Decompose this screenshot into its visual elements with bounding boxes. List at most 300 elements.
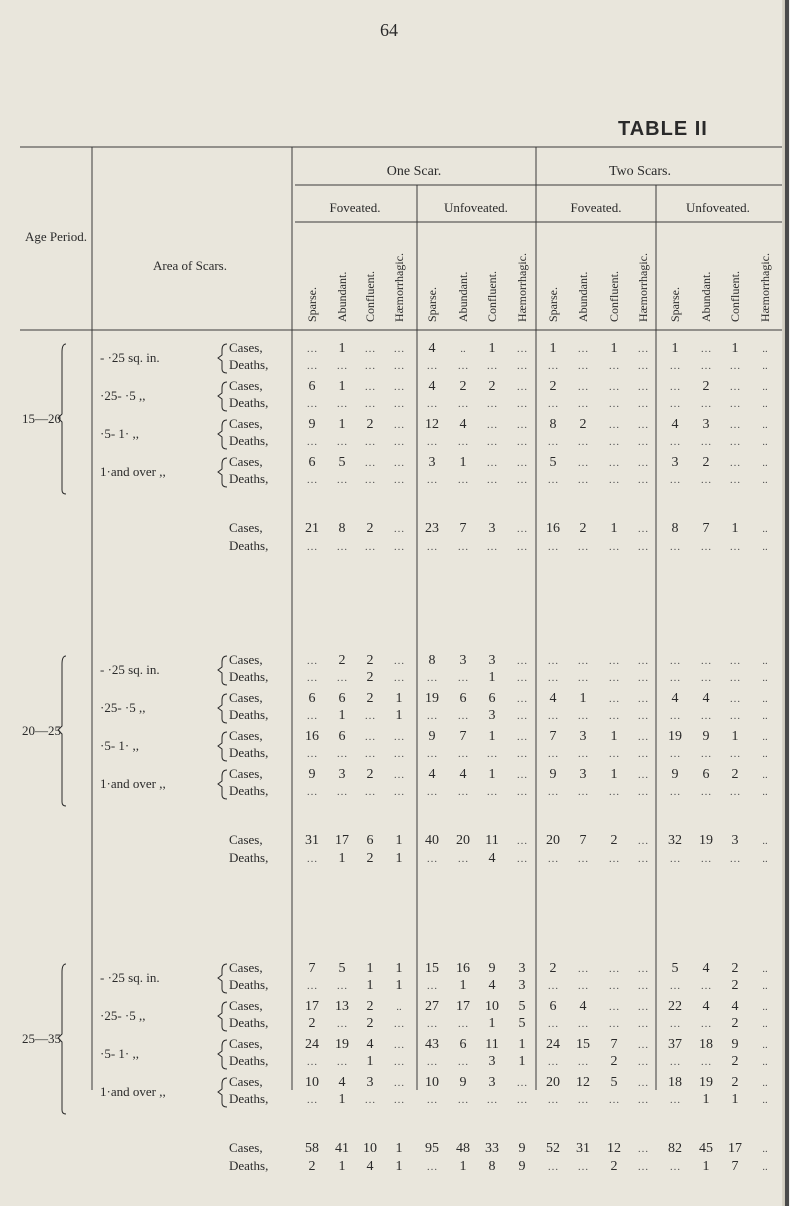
total-cases-cell: 7	[702, 521, 710, 536]
cases-cell: …	[729, 655, 741, 667]
deaths-cell: …	[393, 474, 405, 486]
total-cases-cell: 6	[366, 833, 374, 848]
cases-cell: 43	[425, 1037, 439, 1052]
total-cases-cell: 2	[579, 521, 587, 536]
cases-label: Cases,	[229, 690, 263, 705]
cases-cell: 2	[731, 1075, 739, 1090]
total-deaths-cell: …	[393, 541, 405, 553]
cases-cell: …	[608, 963, 620, 975]
deaths-cell: 3	[518, 978, 526, 993]
cases-cell: 24	[546, 1037, 560, 1052]
total-deaths-label: Deaths,	[229, 850, 269, 865]
cases-cell: …	[516, 457, 528, 469]
cases-cell: ..	[762, 343, 768, 355]
cases-cell: ..	[762, 731, 768, 743]
cases-cell: …	[729, 419, 741, 431]
header-two-scars: Two Scars.	[608, 164, 672, 179]
deaths-cell: …	[364, 748, 376, 760]
total-deaths-cell: …	[426, 1161, 438, 1173]
row-brace	[218, 458, 227, 487]
cases-cell: 1	[338, 417, 346, 432]
cases-cell: 5	[338, 961, 346, 976]
table-title: TABLE II	[618, 118, 708, 140]
deaths-cell: …	[457, 1018, 469, 1030]
column-header-abundant: Abundant.	[456, 271, 470, 322]
deaths-cell: …	[393, 1094, 405, 1106]
cases-cell: 4	[338, 1075, 346, 1090]
total-deaths-cell: 1	[338, 1159, 346, 1174]
total-deaths-cell: 2	[308, 1159, 316, 1174]
deaths-cell: …	[336, 1018, 348, 1030]
cases-cell: 1	[731, 341, 739, 356]
deaths-cell: …	[426, 360, 438, 372]
cases-cell: 3	[428, 455, 436, 470]
deaths-cell: …	[457, 748, 469, 760]
deaths-cell: …	[516, 710, 528, 722]
cases-cell: ..	[762, 1039, 768, 1051]
cases-cell: ..	[460, 343, 466, 355]
total-cases-cell: 82	[668, 1141, 682, 1156]
total-deaths-cell: 7	[731, 1159, 739, 1174]
deaths-cell: …	[486, 436, 498, 448]
total-deaths-cell: …	[669, 541, 681, 553]
deaths-cell: …	[393, 436, 405, 448]
deaths-label: Deaths,	[229, 433, 269, 448]
deaths-cell: …	[364, 710, 376, 722]
cases-cell: 17	[456, 999, 470, 1014]
cases-cell: …	[393, 1039, 405, 1051]
deaths-cell: …	[457, 1094, 469, 1106]
cases-cell: 13	[335, 999, 349, 1014]
cases-cell: 6	[338, 691, 346, 706]
cases-cell: 5	[610, 1075, 618, 1090]
cases-cell: …	[729, 381, 741, 393]
total-cases-cell: 8	[671, 521, 679, 536]
total-deaths-cell: …	[608, 853, 620, 865]
header-age-period: Age Period.	[24, 229, 88, 244]
cases-cell: 18	[699, 1037, 713, 1052]
cases-cell: 3	[518, 961, 526, 976]
total-cases-cell: 3	[488, 521, 496, 536]
deaths-cell: …	[729, 786, 741, 798]
deaths-cell: …	[547, 980, 559, 992]
cases-cell: 1	[338, 341, 346, 356]
total-cases-cell: 48	[456, 1141, 470, 1156]
deaths-cell: 1	[488, 670, 496, 685]
total-deaths-cell: …	[669, 1161, 681, 1173]
deaths-cell: …	[637, 360, 649, 372]
deaths-cell: …	[393, 1056, 405, 1068]
total-deaths-cell: ..	[762, 853, 768, 865]
deaths-cell: …	[516, 436, 528, 448]
age-bracket	[58, 964, 66, 1114]
cases-cell: …	[393, 731, 405, 743]
cases-cell: 1	[610, 341, 618, 356]
deaths-cell: …	[336, 672, 348, 684]
cases-cell: ..	[762, 381, 768, 393]
cases-cell: 4	[428, 767, 436, 782]
total-cases-cell: 31	[576, 1141, 590, 1156]
cases-cell: 11	[485, 1037, 499, 1052]
deaths-cell: …	[336, 786, 348, 798]
deaths-cell: 1	[488, 1016, 496, 1031]
deaths-cell: …	[547, 360, 559, 372]
deaths-cell: …	[426, 980, 438, 992]
deaths-cell: …	[306, 436, 318, 448]
total-deaths-cell: …	[669, 853, 681, 865]
deaths-cell: …	[457, 1056, 469, 1068]
binding-shadow	[785, 0, 789, 1206]
deaths-cell: …	[457, 360, 469, 372]
total-deaths-cell: …	[306, 541, 318, 553]
deaths-cell: …	[669, 786, 681, 798]
cases-cell: 6	[308, 379, 316, 394]
deaths-cell: …	[306, 1056, 318, 1068]
area-label: ·25- ·5 ,,	[100, 700, 146, 715]
area-label: ·5- 1· ,,	[100, 1046, 139, 1061]
cases-cell: …	[577, 655, 589, 667]
total-deaths-cell: ..	[762, 1161, 768, 1173]
deaths-cell: …	[393, 360, 405, 372]
deaths-cell: …	[637, 980, 649, 992]
cases-cell: 19	[425, 691, 439, 706]
total-cases-cell: 31	[305, 833, 319, 848]
deaths-cell: …	[306, 474, 318, 486]
deaths-cell: …	[486, 474, 498, 486]
cases-label: Cases,	[229, 1036, 263, 1051]
total-deaths-cell: …	[637, 541, 649, 553]
cases-cell: 12	[576, 1075, 590, 1090]
deaths-cell: …	[486, 1094, 498, 1106]
column-header-abundant: Abundant.	[576, 271, 590, 322]
deaths-cell: ..	[762, 398, 768, 410]
cases-cell: 1	[395, 961, 403, 976]
deaths-cell: …	[608, 980, 620, 992]
deaths-cell: …	[577, 672, 589, 684]
total-deaths-cell: 1	[702, 1159, 710, 1174]
total-deaths-cell: …	[700, 853, 712, 865]
deaths-cell: …	[457, 672, 469, 684]
cases-cell: …	[608, 1001, 620, 1013]
cases-label: Cases,	[229, 998, 263, 1013]
deaths-cell: …	[306, 748, 318, 760]
deaths-cell: …	[637, 1094, 649, 1106]
cases-cell: 19	[335, 1037, 349, 1052]
cases-cell: 7	[610, 1037, 618, 1052]
total-deaths-cell: 8	[488, 1159, 496, 1174]
cases-cell: 2	[702, 379, 710, 394]
deaths-cell: …	[729, 398, 741, 410]
header-unfoveated-one: Unfoveated.	[444, 200, 508, 215]
total-cases-cell: 21	[305, 521, 319, 536]
total-deaths-cell: …	[336, 541, 348, 553]
deaths-cell: …	[306, 672, 318, 684]
total-deaths-cell: …	[547, 541, 559, 553]
deaths-cell: 1	[395, 708, 403, 723]
column-header-hmorrhagic: Hæmorrhagic.	[758, 253, 772, 322]
cases-cell: 6	[308, 691, 316, 706]
cases-cell: …	[577, 963, 589, 975]
deaths-cell: …	[547, 786, 559, 798]
cases-cell: ..	[762, 457, 768, 469]
total-cases-cell: 32	[668, 833, 682, 848]
cases-cell: …	[669, 381, 681, 393]
cases-cell: 4	[671, 417, 679, 432]
cases-cell: 9	[428, 729, 436, 744]
total-cases-cell: 17	[335, 833, 349, 848]
total-deaths-cell: 2	[366, 851, 374, 866]
deaths-cell: …	[729, 474, 741, 486]
total-deaths-cell: …	[306, 853, 318, 865]
total-deaths-cell: …	[577, 853, 589, 865]
cases-cell: 7	[459, 729, 467, 744]
deaths-cell: …	[306, 710, 318, 722]
header-foveated-one: Foveated.	[329, 200, 381, 215]
deaths-cell: …	[516, 474, 528, 486]
deaths-cell: …	[700, 980, 712, 992]
total-deaths-cell: …	[516, 853, 528, 865]
deaths-cell: …	[577, 786, 589, 798]
deaths-cell: 1	[702, 1092, 710, 1107]
cases-cell: 6	[459, 1037, 467, 1052]
total-cases-cell: 1	[731, 521, 739, 536]
deaths-cell: …	[577, 1018, 589, 1030]
deaths-cell: 1	[366, 978, 374, 993]
deaths-cell: …	[637, 748, 649, 760]
deaths-cell: …	[669, 1056, 681, 1068]
deaths-cell: …	[457, 474, 469, 486]
cases-cell: 1	[366, 961, 374, 976]
cases-cell: …	[516, 419, 528, 431]
deaths-cell: ..	[762, 710, 768, 722]
cases-cell: …	[669, 655, 681, 667]
deaths-cell: …	[516, 1094, 528, 1106]
cases-cell: …	[393, 419, 405, 431]
total-cases-cell: 95	[425, 1141, 439, 1156]
deaths-cell: …	[577, 398, 589, 410]
cases-cell: …	[637, 963, 649, 975]
column-header-sparse: Sparse.	[668, 287, 682, 322]
area-label: 1·and over ,,	[100, 1084, 166, 1099]
deaths-cell: …	[336, 360, 348, 372]
deaths-cell: …	[364, 1094, 376, 1106]
deaths-label: Deaths,	[229, 1091, 269, 1106]
deaths-cell: …	[608, 748, 620, 760]
cases-cell: 17	[305, 999, 319, 1014]
deaths-cell: …	[426, 1056, 438, 1068]
total-deaths-cell: 2	[610, 1159, 618, 1174]
row-brace	[218, 1002, 227, 1031]
cases-cell: 5	[518, 999, 526, 1014]
deaths-cell: …	[516, 786, 528, 798]
total-cases-cell: …	[393, 523, 405, 535]
total-deaths-cell: ..	[762, 541, 768, 553]
deaths-cell: 1	[338, 708, 346, 723]
deaths-cell: …	[700, 672, 712, 684]
cases-cell: 9	[731, 1037, 739, 1052]
age-bracket	[58, 656, 66, 806]
deaths-cell: …	[700, 1018, 712, 1030]
cases-cell: 3	[579, 729, 587, 744]
deaths-cell: …	[700, 436, 712, 448]
deaths-cell: …	[637, 710, 649, 722]
cases-cell: …	[637, 1001, 649, 1013]
deaths-cell: …	[608, 672, 620, 684]
age-period-label: 15—20	[22, 411, 61, 426]
cases-cell: 1	[395, 691, 403, 706]
total-deaths-cell: …	[637, 1161, 649, 1173]
deaths-cell: …	[669, 398, 681, 410]
deaths-cell: ..	[762, 474, 768, 486]
cases-cell: …	[700, 655, 712, 667]
cases-cell: 8	[549, 417, 557, 432]
cases-cell: 5	[671, 961, 679, 976]
deaths-cell: …	[426, 474, 438, 486]
area-label: ·25- ·5 ,,	[100, 1008, 146, 1023]
cases-cell: 1	[731, 729, 739, 744]
deaths-cell: …	[547, 672, 559, 684]
deaths-cell: …	[608, 710, 620, 722]
deaths-cell: …	[516, 748, 528, 760]
total-deaths-cell: …	[729, 853, 741, 865]
column-header-sparse: Sparse.	[305, 287, 319, 322]
total-deaths-cell: 1	[338, 851, 346, 866]
deaths-cell: …	[336, 1056, 348, 1068]
total-deaths-cell: …	[547, 1161, 559, 1173]
deaths-cell: …	[577, 474, 589, 486]
cases-cell: …	[516, 381, 528, 393]
total-deaths-cell: …	[457, 853, 469, 865]
deaths-cell: …	[336, 474, 348, 486]
cases-label: Cases,	[229, 960, 263, 975]
total-cases-label: Cases,	[229, 832, 263, 847]
deaths-label: Deaths,	[229, 1053, 269, 1068]
column-header-hmorrhagic: Hæmorrhagic.	[636, 253, 650, 322]
cases-cell: 4	[731, 999, 739, 1014]
deaths-cell: …	[306, 786, 318, 798]
total-cases-cell: 7	[579, 833, 587, 848]
cases-cell: …	[393, 381, 405, 393]
deaths-cell: …	[306, 360, 318, 372]
cases-cell: 4	[428, 379, 436, 394]
cases-cell: …	[516, 693, 528, 705]
total-cases-cell: 41	[335, 1141, 349, 1156]
deaths-cell: …	[426, 1018, 438, 1030]
deaths-cell: …	[729, 436, 741, 448]
column-header-hmorrhagic: Hæmorrhagic.	[392, 253, 406, 322]
cases-cell: 2	[366, 999, 374, 1014]
deaths-cell: …	[547, 1018, 559, 1030]
cases-cell: …	[637, 381, 649, 393]
deaths-cell: 1	[366, 1054, 374, 1069]
deaths-cell: ..	[762, 980, 768, 992]
cases-cell: 5	[338, 455, 346, 470]
cases-cell: 4	[459, 767, 467, 782]
total-cases-cell: 16	[546, 521, 560, 536]
total-cases-cell: 40	[425, 833, 439, 848]
total-cases-cell: 45	[699, 1141, 713, 1156]
cases-cell: …	[637, 693, 649, 705]
deaths-cell: …	[577, 1056, 589, 1068]
deaths-cell: …	[393, 748, 405, 760]
deaths-cell: …	[637, 1018, 649, 1030]
deaths-label: Deaths,	[229, 471, 269, 486]
area-label: 1·and over ,,	[100, 464, 166, 479]
cases-cell: …	[516, 769, 528, 781]
total-cases-cell: 10	[363, 1141, 377, 1156]
deaths-label: Deaths,	[229, 707, 269, 722]
deaths-cell: …	[393, 786, 405, 798]
cases-cell: 4	[366, 1037, 374, 1052]
deaths-label: Deaths,	[229, 357, 269, 372]
cases-cell: …	[486, 419, 498, 431]
cases-cell: 6	[338, 729, 346, 744]
deaths-cell: …	[547, 1094, 559, 1106]
cases-cell: 9	[308, 417, 316, 432]
total-cases-cell: ..	[762, 835, 768, 847]
deaths-cell: …	[700, 710, 712, 722]
cases-cell: ..	[762, 693, 768, 705]
deaths-cell: …	[700, 474, 712, 486]
deaths-cell: …	[669, 1094, 681, 1106]
cases-cell: …	[393, 655, 405, 667]
deaths-cell: …	[336, 980, 348, 992]
deaths-cell: 2	[366, 670, 374, 685]
cases-cell: …	[364, 457, 376, 469]
cases-cell: 2	[366, 417, 374, 432]
deaths-cell: …	[637, 398, 649, 410]
cases-label: Cases,	[229, 766, 263, 781]
cases-cell: …	[306, 655, 318, 667]
cases-label: Cases,	[229, 378, 263, 393]
deaths-cell: …	[364, 436, 376, 448]
deaths-cell: 2	[731, 978, 739, 993]
deaths-cell: …	[729, 748, 741, 760]
deaths-cell: …	[486, 360, 498, 372]
total-cases-cell: 20	[456, 833, 470, 848]
deaths-cell: …	[637, 786, 649, 798]
cases-cell: …	[637, 457, 649, 469]
deaths-cell: …	[669, 748, 681, 760]
deaths-cell: ..	[762, 436, 768, 448]
total-cases-cell: 33	[485, 1141, 499, 1156]
deaths-cell: …	[336, 436, 348, 448]
deaths-cell: 2	[366, 1016, 374, 1031]
row-brace	[218, 964, 227, 993]
cases-cell: 19	[668, 729, 682, 744]
total-cases-cell: …	[637, 523, 649, 535]
cases-cell: 2	[579, 417, 587, 432]
deaths-cell: 4	[488, 978, 496, 993]
deaths-cell: …	[608, 1094, 620, 1106]
cases-cell: 4	[671, 691, 679, 706]
cases-cell: 37	[668, 1037, 682, 1052]
cases-cell: …	[393, 457, 405, 469]
cases-cell: 6	[549, 999, 557, 1014]
deaths-cell: …	[577, 1094, 589, 1106]
cases-cell: 2	[549, 961, 557, 976]
cases-cell: 2	[488, 379, 496, 394]
cases-cell: 10	[485, 999, 499, 1014]
deaths-cell: …	[669, 1018, 681, 1030]
total-deaths-cell: …	[364, 541, 376, 553]
cases-cell: 4	[428, 341, 436, 356]
deaths-label: Deaths,	[229, 669, 269, 684]
deaths-cell: 1	[395, 978, 403, 993]
deaths-cell: …	[729, 360, 741, 372]
column-header-hmorrhagic: Hæmorrhagic.	[515, 253, 529, 322]
deaths-cell: …	[637, 436, 649, 448]
